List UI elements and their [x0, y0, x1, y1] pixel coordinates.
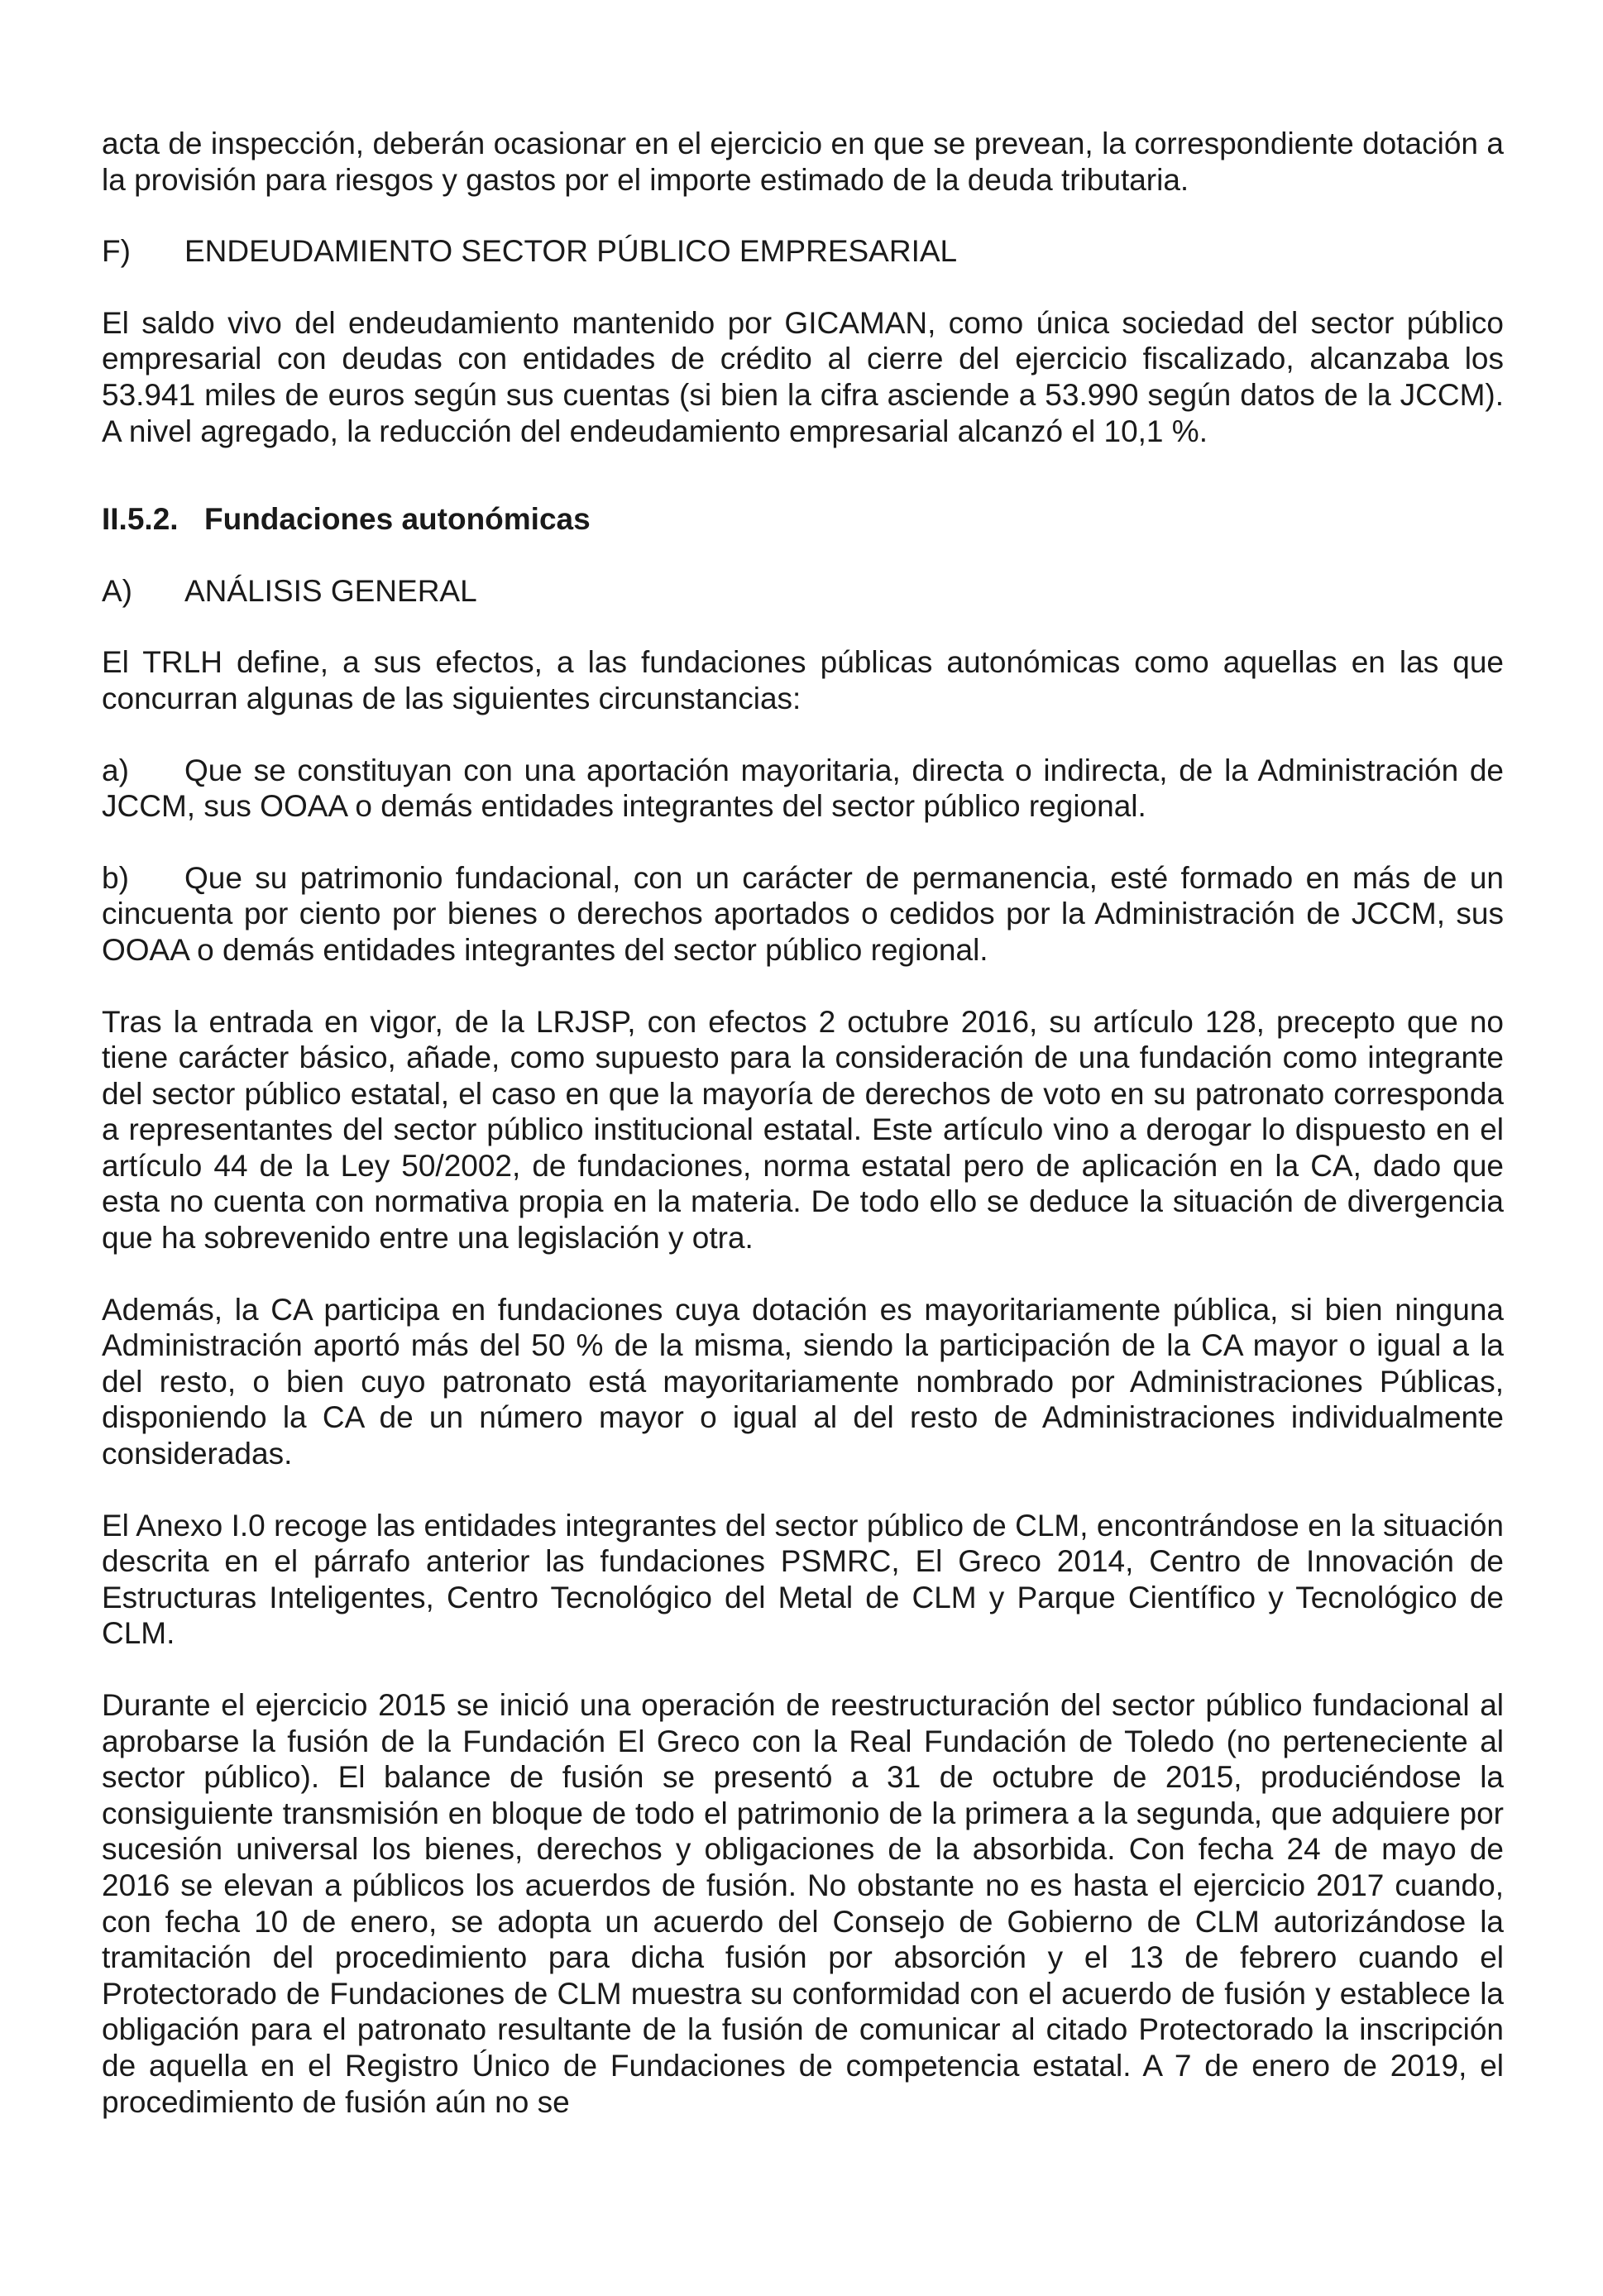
section-heading-f	[102, 233, 1504, 270]
paragraph-continuation: acta de inspección, deberán ocasionar en el ejercicio en que se prevean, la correspondiente dotación a la provisión para riesgos y gastos por el importe estimado de la deuda tributaria.	[102, 127, 1504, 197]
list-item-a-mark: a)	[102, 753, 129, 787]
section-f-mark: F)	[102, 234, 131, 269]
list-item-b-mark: b)	[102, 860, 129, 895]
paragraph-gicaman: El saldo vivo del endeudamiento mantenido por GICAMAN, como única sociedad del sector público empresarial con deudas con entidades de crédito al cierre del ejercicio fiscalizado, alcanzaba los 53.941 miles de euros según sus cuentas (si bien la cifra asciende a 53.990 según datos de la JCCM). A nivel agregado, la reducción del endeudamiento empresarial alcanzó el 10,1 %.	[102, 305, 1504, 448]
paragraph-lrjsp: Tras la entrada en vigor, de la LRJSP, con efectos 2 octubre 2016, su artículo 128, precepto que no tiene carácter básico, añade, como supuesto para la consideración de una fundación como integrante del sector público estatal, el caso en que la mayoría de derechos de voto en su patronato corresponda a representantes del sector público institucional estatal. Este artículo vino a derogar lo dispuesto en el artículo 44 de la Ley 50/2002, de fundaciones, norma estatal pero de aplicación en la CA, dado que esta no cuenta con normativa propia en la materia. De todo ello se deduce la situación de divergencia que ha sobrevenido entre una legislación y otra.	[102, 1004, 1504, 1256]
section-a-mark: A)	[102, 573, 132, 608]
section-heading-a	[102, 573, 1504, 610]
list-item-b	[102, 860, 1504, 969]
subsection-heading	[102, 501, 1504, 538]
document-page	[102, 126, 1504, 2155]
list-item-a-text: Que se constituyan con una aportación mayoritaria, directa o indirecta, de la Administración de JCCM, sus OOAA o demás entidades integrantes del sector público regional.	[102, 753, 1504, 824]
paragraph-anexo: El Anexo I.0 recoge las entidades integrantes del sector público de CLM, encontrándose en la situación descrita en el párrafo anterior las fundaciones PSMRC, El Greco 2014, Centro de Innovación de Estructuras Inteligentes, Centro Tecnológico del Metal de CLM y Parque Científico y Tecnológico de CLM.	[102, 1508, 1504, 1651]
list-item-a	[102, 753, 1504, 825]
list-item-b-text: Que su patrimonio fundacional, con un carácter de permanencia, esté formado en más de un cincuenta por ciento por bienes o derechos aportados o cedidos por la Administración de JCCM, sus OOAA o demás entidades integrantes del sector público regional.	[102, 860, 1504, 967]
section-f-title: ENDEUDAMIENTO SECTOR PÚBLICO EMPRESARIAL	[184, 234, 958, 269]
subsection-number: II.5.2.	[102, 502, 179, 537]
section-a-title: ANÁLISIS GENERAL	[184, 573, 477, 608]
paragraph-trlh: El TRLH define, a sus efectos, a las fundaciones públicas autonómicas como aquellas en las que concurran algunas de las siguientes circunstancias:	[102, 645, 1504, 715]
paragraph-ademas: Además, la CA participa en fundaciones cuya dotación es mayoritariamente pública, si bien ninguna Administración aportó más del 50 % de la misma, siendo la participación de la CA mayor o igual a la del resto, o bien cuyo patronato está mayoritariamente nombrado por Administraciones Públicas, disponiendo la CA de un número mayor o igual al del resto de Administraciones individualmente consideradas.	[102, 1292, 1504, 1471]
paragraph-durante: Durante el ejercicio 2015 se inició una operación de reestructuración del sector público fundacional al aprobarse la fusión de la Fundación El Greco con la Real Fundación de Toledo (no perteneciente al sector público). El balance de fusión se presentó a 31 de octubre de 2015, produciéndose la consiguiente transmisión en bloque de todo el patrimonio de la primera a la segunda, que adquiere por sucesión universal los bienes, derechos y obligaciones de la absorbida. Con fecha 24 de mayo de 2016 se elevan a públicos los acuerdos de fusión. No obstante no es hasta el ejercicio 2017 cuando, con fecha 10 de enero, se adopta un acuerdo del Consejo de Gobierno de CLM autorizándose la tramitación del procedimiento para dicha fusión por absorción y el 13 de febrero cuando el Protectorado de Fundaciones de CLM muestra su conformidad con el acuerdo de fusión y establece la obligación para el patronato resultante de la fusión de comunicar al citado Protectorado la inscripción de aquella en el Registro Único de Fundaciones de competencia estatal. A 7 de enero de 2019, el procedimiento de fusión aún no se	[102, 1688, 1504, 2119]
subsection-title: Fundaciones autonómicas	[204, 502, 591, 537]
